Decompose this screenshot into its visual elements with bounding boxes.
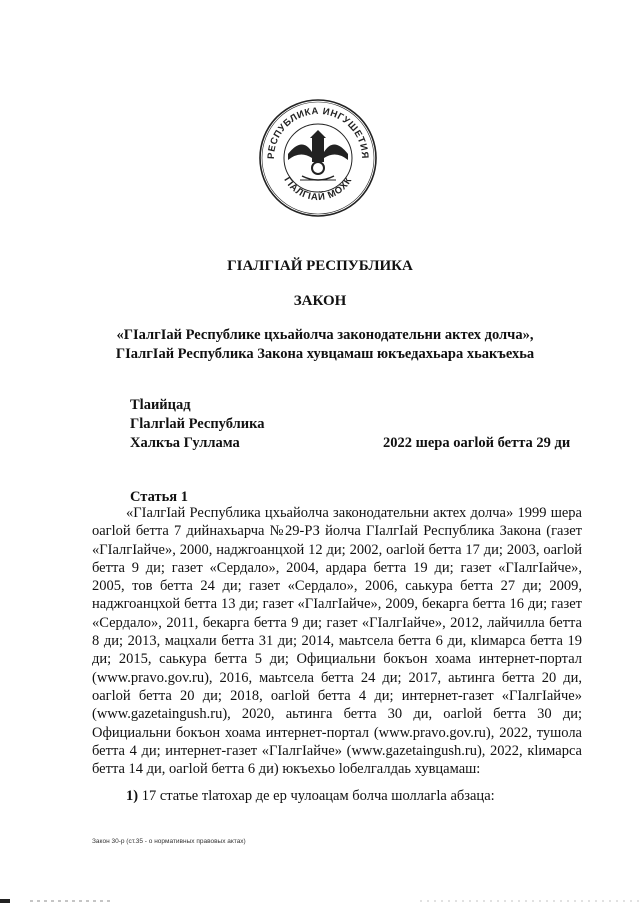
seal-bottom-text: ГIАЛГIАЙ МОХК (281, 175, 355, 204)
law-subtitle (90, 326, 560, 364)
republic-title: ГIАЛГIАЙ РЕСПУБЛИКА (227, 258, 413, 274)
list-item (126, 787, 495, 806)
article-paragraph: «ГIалгIай Республика цхьайолча законодательни актех долча» 1999 шера оагlой бетта 7 дийнахьарча №29-РЗ йолча ГIалгIай Республика Закона (газет «ГIалгIайче», 2000, наджгоанцхой 12 ди; 2002, оагlой бетта 17 ди; 2003, оагlой бетта 9 ди; газет «Сердало», 2004, ардара бетта 19 ди; газет «ГIалгIайче», 2005, тов бетта 24 ди; газет «Сердало», 2006, саькура бетта 27 ди; 2009, наджгоанцхой бетта 13 ди; газет «ГIалгIайче», 2009, бекарга бетта 16 ди; газет «Сердало», 2011, бекарга бетта 9 ди; газет «ГIалгIайче», 2012, лайчилла бетта 8 ди; 2013, мацхали бетта 31 ди; 2014, маьтсела бетта 6 ди, кlимарса бетта 19 ди; 2015, саькура бетта 5 ди; Официальни бокъон хоама интернет-портал (www.pravo.gov.ru), 2016, маьтсела бетта 24 ди; 2017, аьтинга бетта 20 ди, оагlой бетта 20 ди; 2018, оагlой бетта 4 ди; интернет-газет «ГIалгIайче» (www.gazetaingush.ru), 2020, аьтинга бетта 30 ди, оагlой бетта 30 ди; Официальни бокъон хоама интернет-портал (www.pravo.gov.ru), 2022, тушола бетта 4 ди; интернет-газет «ГIалгIайче» (www.gazetaingush.ru), 2022, кlимарса бетта 14 ди, оагlой бетта 6 ди) юкъехьо lобелгалдаь хувцамаш: (92, 505, 582, 778)
adopted-line-3: Халкъа Гуллама (130, 435, 240, 451)
list-item-number: 1) (126, 788, 139, 804)
subtitle-line-2: ГIалгIай Республика Закона хувцамаш юкъедахьара хьакъехьа (115, 346, 535, 362)
adoption-date: 2022 шера оагlой бетта 29 ди (383, 435, 571, 451)
scan-edge-artifact (0, 896, 640, 905)
document-type: ЗАКОН (293, 293, 347, 309)
seal-top-text: РЕСПУБЛИКА ИНГУШЕТИЯ (265, 105, 371, 160)
eagle-tower-icon (288, 130, 348, 180)
adoption-block (130, 396, 265, 453)
article-heading: Статья 1 (130, 489, 188, 505)
state-seal-emblem (258, 98, 378, 218)
adopted-line-2: Гlалгlай Республика (130, 416, 265, 432)
footer-note: Закон 30-р (ст.35 - о нормативных правовых актах) (92, 838, 246, 845)
adopted-line-1: Тlаийцад (130, 397, 191, 413)
list-item-text: 17 статье тlатохар де ер чулоацам болча шоллагlа абзаца: (141, 788, 495, 804)
subtitle-line-1: «ГIалгIай Республике цхьайолча законодательни актех долча», (116, 327, 534, 343)
